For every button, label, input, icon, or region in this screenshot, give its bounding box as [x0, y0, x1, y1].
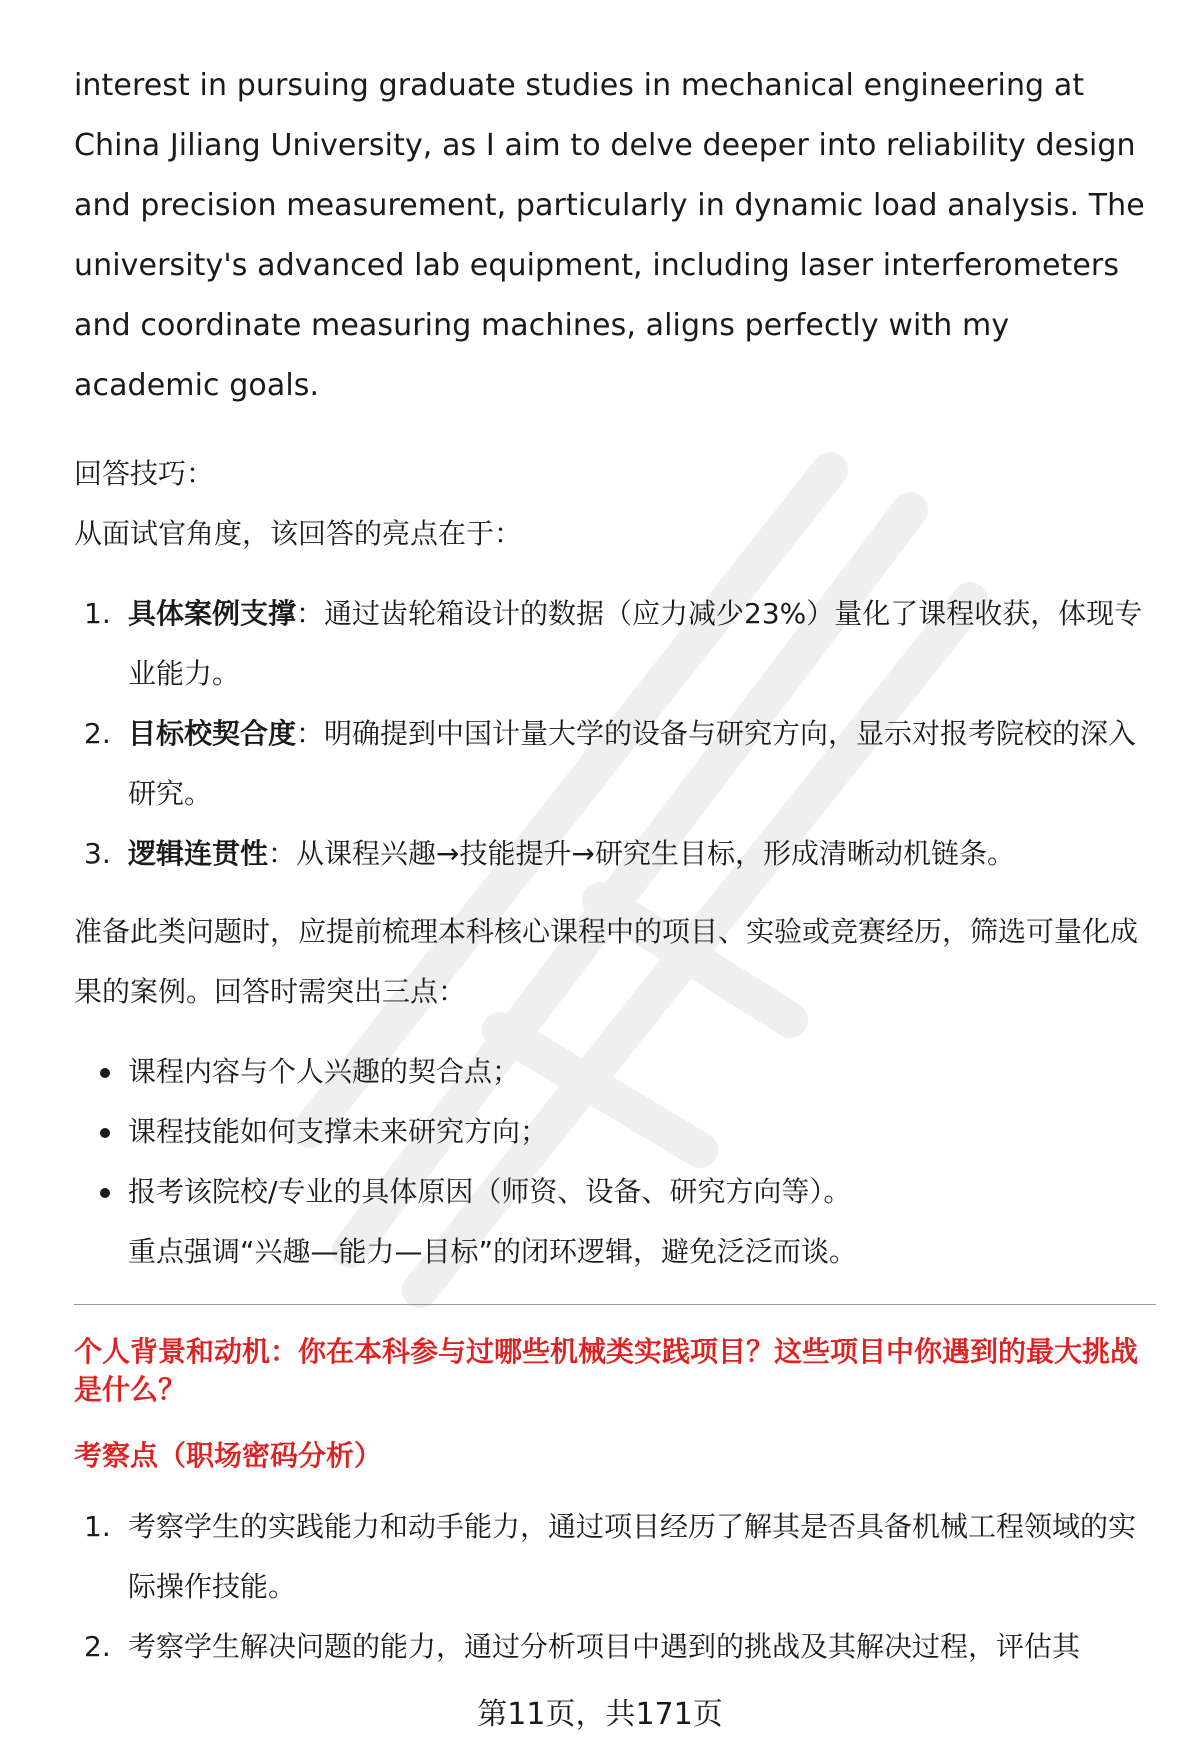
prep-point-text: 课程内容与个人兴趣的契合点； [128, 1055, 521, 1088]
list-number: 1. [84, 597, 111, 630]
tips-title: 回答技巧： [74, 457, 215, 490]
highlight-text: ：明确提到中国计量大学的设备与研究方向，显示对报考院校的深入研究。 [128, 717, 1137, 810]
bullet-icon [100, 1128, 110, 1138]
list-item [74, 1162, 1154, 1222]
focus-point-text: 考察学生解决问题的能力，通过分析项目中遇到的挑战及其解决过程，评估其 [128, 1630, 1081, 1663]
focus-points-list [74, 1497, 1154, 1677]
highlights-list [74, 584, 1154, 884]
list-item [74, 584, 1154, 704]
list-item [74, 1042, 1154, 1102]
prep-emphasis: 重点强调“兴趣—能力—目标”的闭环逻辑，避免泛泛而谈。 [128, 1235, 858, 1268]
highlight-text: ：通过齿轮箱设计的数据（应力减少23%）量化了课程收获，体现专业能力。 [128, 597, 1143, 690]
list-number: 1. [84, 1510, 111, 1543]
intro-paragraph: interest in pursuing graduate studies in mechanical engineering at China Jiliang University, as I aim to delve deeper into reliability design and precision measurement, particularly in dynamic load analysis. The university's advanced lab equipment, including laser interferometers and coordinate measuring machines, aligns perfectly with my academic goals. [74, 68, 1145, 403]
prep-points-list [74, 1042, 1154, 1222]
highlight-text: ：从课程兴趣→技能提升→研究生目标，形成清晰动机链条。 [268, 837, 1015, 870]
list-number: 2. [84, 1630, 111, 1663]
list-number: 2. [84, 717, 111, 750]
highlight-keyword: 目标校契合度 [128, 717, 297, 750]
focus-heading: 考察点（职场密码分析） [74, 1439, 383, 1472]
list-item [74, 1497, 1154, 1617]
highlight-keyword: 具体案例支撑 [128, 597, 297, 630]
page-content [74, 56, 1154, 1677]
list-item [74, 824, 1154, 884]
focus-point-text: 考察学生的实践能力和动手能力，通过项目经历了解其是否具备机械工程领域的实际操作技能。 [128, 1510, 1137, 1603]
highlight-keyword: 逻辑连贯性 [128, 837, 269, 870]
tips-intro: 从面试官角度，该回答的亮点在于： [74, 517, 523, 550]
page-footer: 第11页，共171页 [477, 1697, 723, 1732]
question-heading: 个人背景和动机：你在本科参与过哪些机械类实践项目？这些项目中你遇到的最大挑战是什么？ [74, 1335, 1139, 1406]
list-item [74, 1617, 1154, 1677]
list-item [74, 1102, 1154, 1162]
prep-paragraph: 准备此类问题时，应提前梳理本科核心课程中的项目、实验或竞赛经历，筛选可量化成果的案例。回答时需突出三点： [74, 915, 1139, 1008]
prep-point-text: 报考该院校/专业的具体原因（师资、设备、研究方向等）。 [128, 1175, 852, 1208]
prep-point-text: 课程技能如何支撑未来研究方向； [128, 1115, 549, 1148]
bullet-icon [100, 1188, 110, 1198]
list-number: 3. [84, 837, 111, 870]
bullet-icon [100, 1068, 110, 1078]
list-item [74, 704, 1154, 824]
